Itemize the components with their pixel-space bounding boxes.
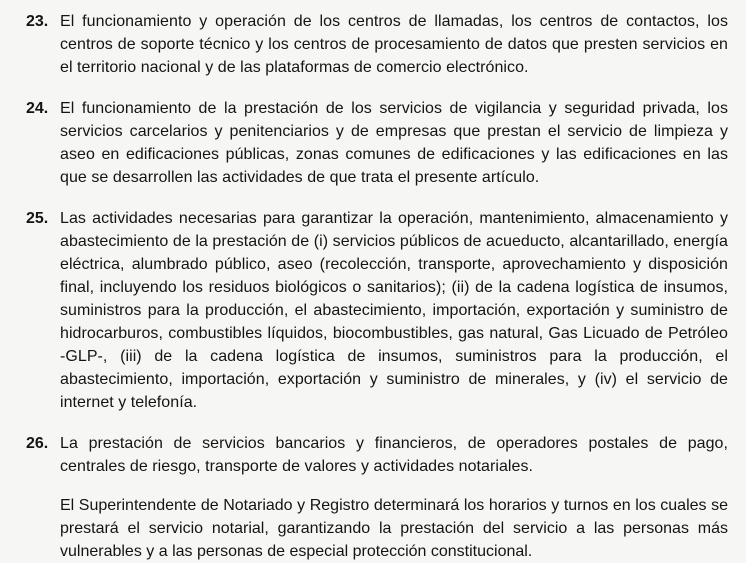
- item-number: 23.: [26, 13, 49, 30]
- item-text: El funcionamiento de la prestación de los servicios de vigilancia y seguridad privada, los servicios carcelarios y penitenciarios y de empresas que prestan el servicio de limpieza y aseo en edificaciones públicas, zonas comunes de edificaciones y las edificaciones en las que se desarrollen las actividades de que trata el presente artículo.: [60, 100, 728, 186]
- item-number: 26.: [26, 435, 49, 452]
- item-text: Las actividades necesarias para garantizar la operación, mantenimiento, almacenamiento y abastecimiento de la prestación de (i) servicios públicos de acueducto, alcantarillado, energía eléctrica, alumbrado público, aseo (recolección, transporte, aprovechamiento y disposición final, incluyendo los residuos biológicos o sanitarios); (ii) de la cadena logística de insumos, suministros para la producción, el abastecimiento, importación, exportación y suministro de hidrocarburos, combustibles líquidos, biocombustibles, gas natural, Gas Licuado de Petróleo -GLP-, (iii) de la cadena logística de insumos, suministros para la producción, el abastecimiento, importación, exportación y suministro de minerales, y (iv) el servicio de internet y telefonía.: [60, 210, 728, 411]
- item-text: El funcionamiento y operación de los centros de llamadas, los centros de contactos, los centros de soporte técnico y los centros de procesamiento de datos que presten servicios en el territorio nacional y de las plataformas de comercio electrónico.: [60, 13, 728, 76]
- closing-paragraph: El Superintendente de Notariado y Registro determinará los horarios y turnos en los cuales se prestará el servicio notarial, garantizando la prestación del servicio a las personas más vulnerables y a las personas de especial protección constitucional.: [60, 497, 728, 560]
- item-text: La prestación de servicios bancarios y financieros, de operadores postales de pago, centrales de riesgo, transporte de valores y actividades notariales.: [60, 435, 728, 475]
- list-item-26: [26, 432, 728, 478]
- list-item-23: [26, 10, 728, 79]
- item-number: 24.: [26, 100, 49, 117]
- item-number: 25.: [26, 210, 49, 227]
- list-item-24: [26, 97, 728, 189]
- list-item-25: [26, 207, 728, 414]
